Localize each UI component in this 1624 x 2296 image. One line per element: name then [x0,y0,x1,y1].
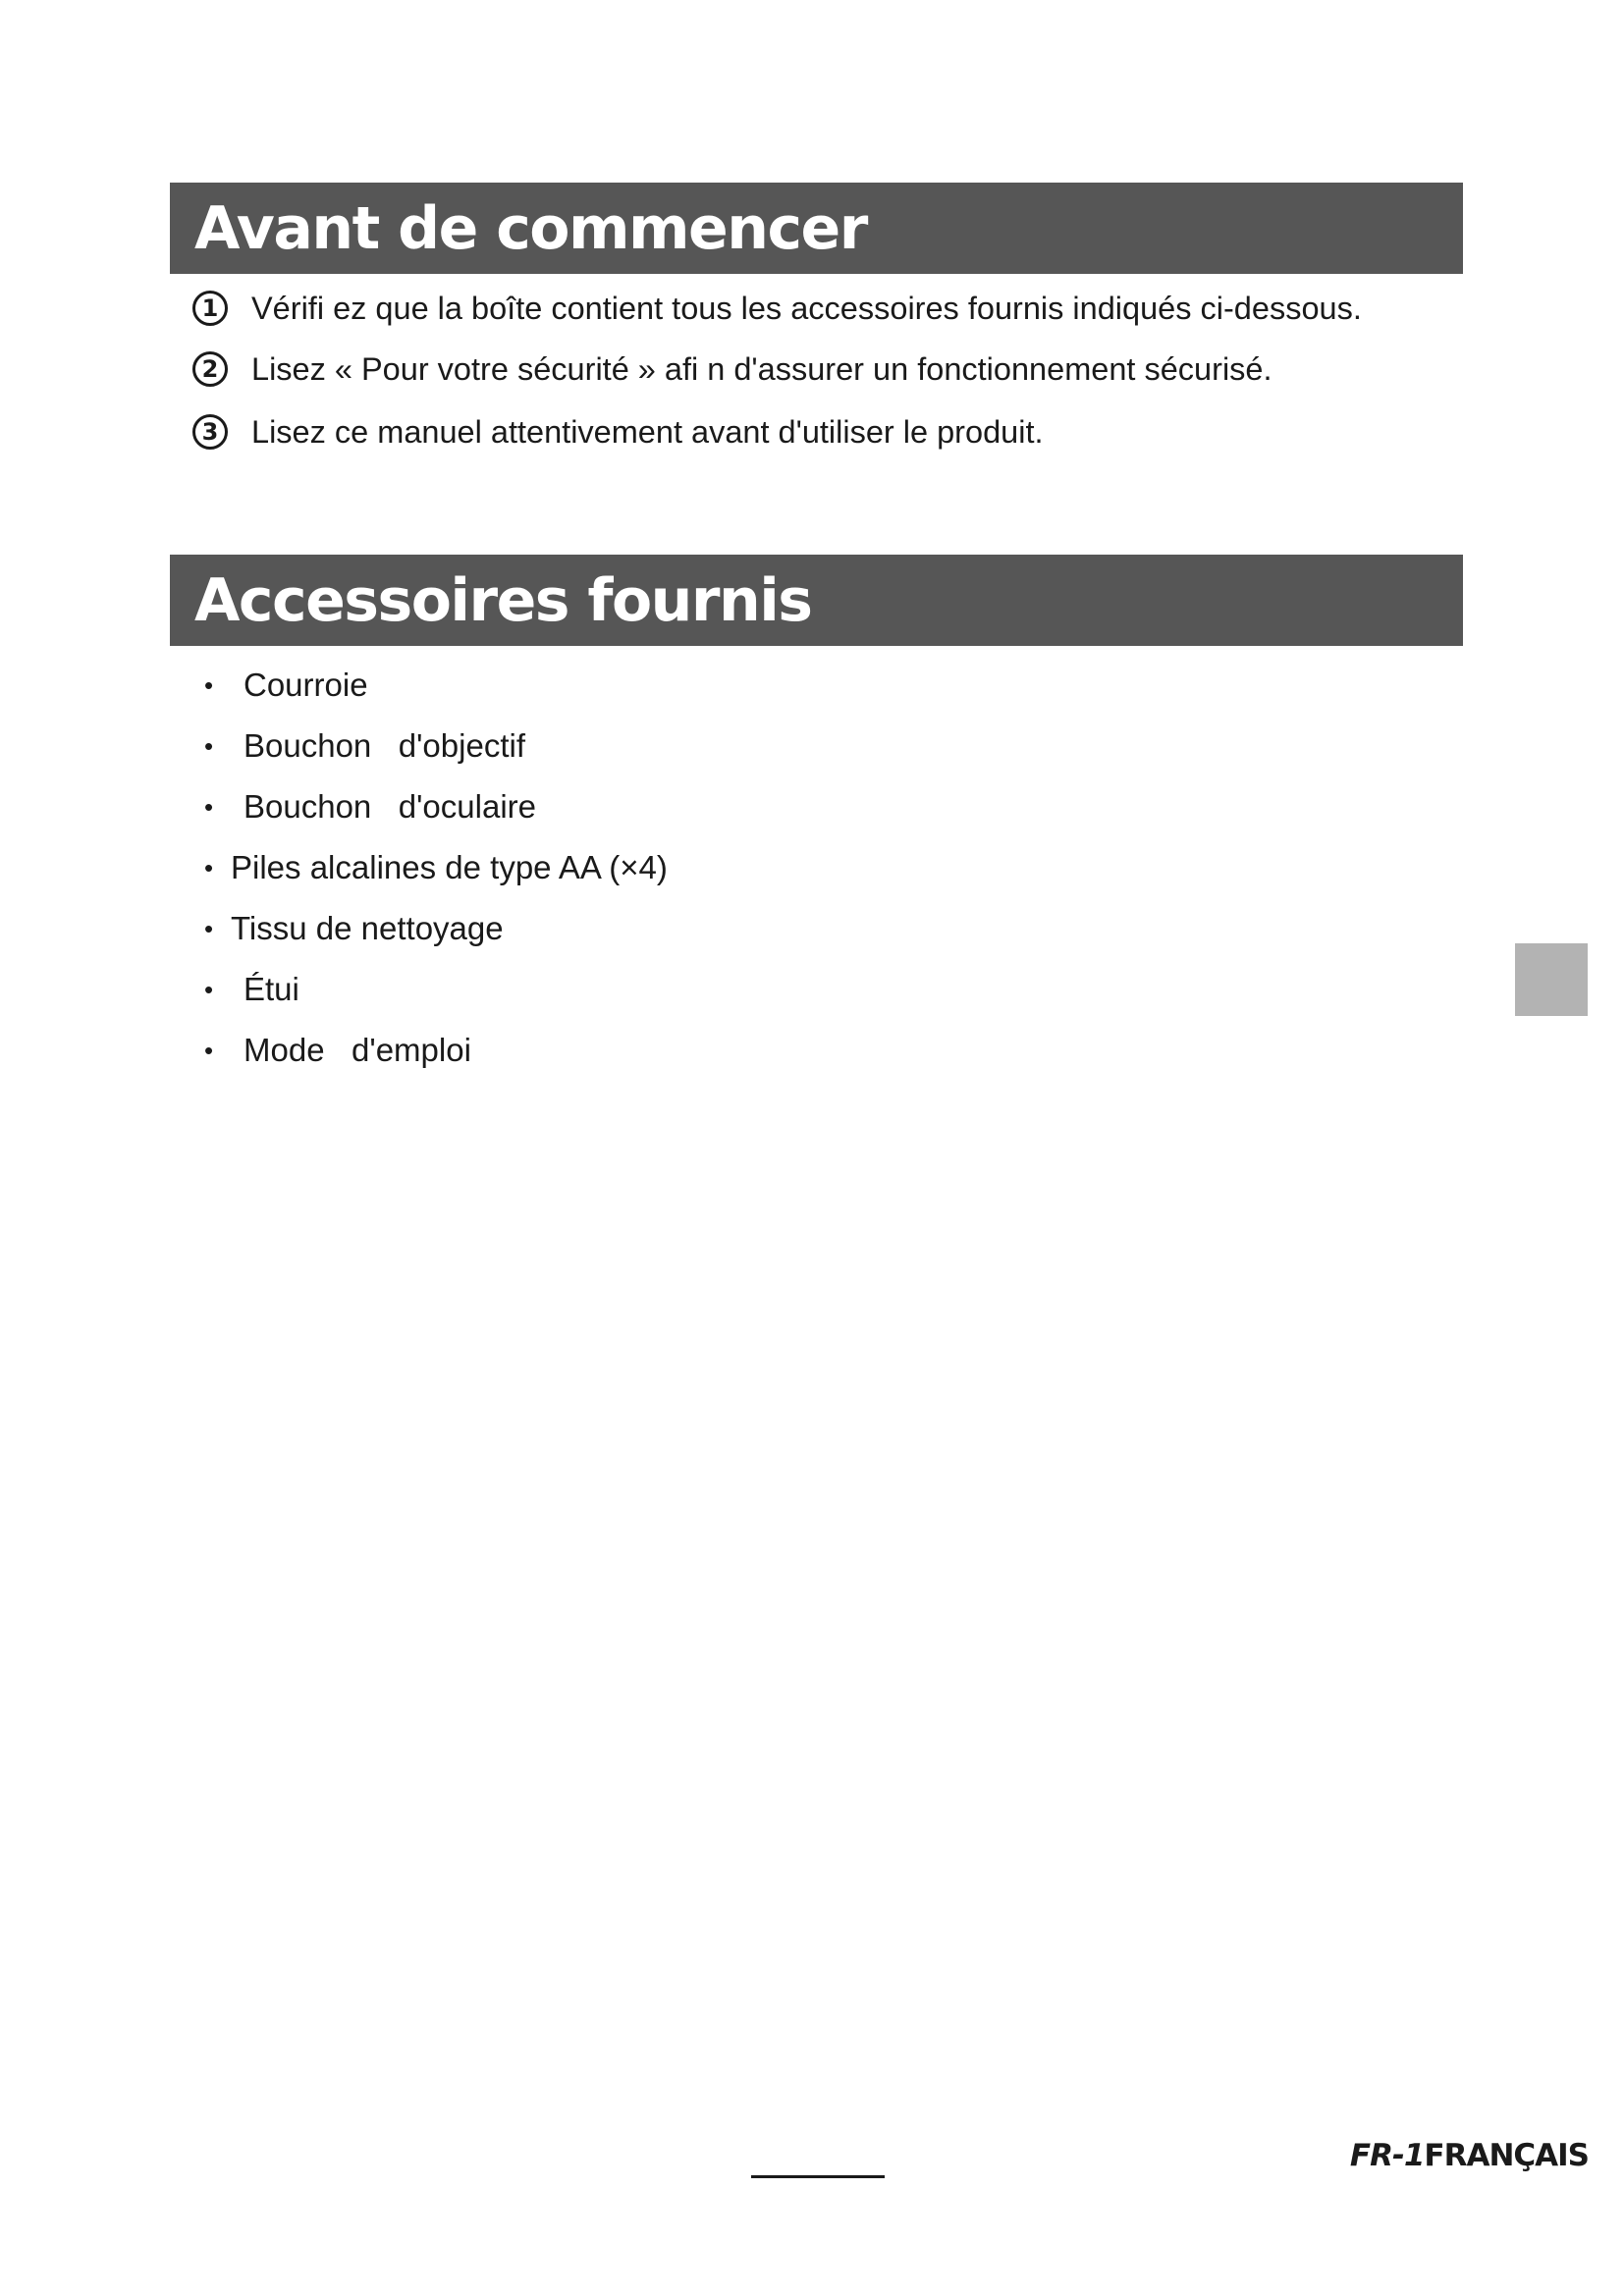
list-item [204,787,668,827]
accessory-label: Courroie [244,667,368,703]
section-title: Accessoires fournis [194,565,812,635]
accessory-label: Bouchon d'objectif [244,727,525,764]
bullet-icon: • [204,669,214,700]
section-header-supplied-accessories [170,555,1463,646]
section-title: Avant de commencer [194,193,867,263]
list-item [204,726,668,766]
bullet-icon: • [204,913,214,943]
step-item [192,291,1362,326]
list-item [204,970,668,1009]
step-text: Lisez ce manuel attentivement avant d'utiliser le produit. [251,413,1044,450]
language-label: FRANÇAIS [1424,2138,1589,2173]
step-number-circle: 3 [192,414,228,450]
list-item [204,666,668,705]
step-text: Vérifi ez que la boîte contient tous les accessoires fournis indiqués ci-dessous. [251,290,1362,326]
bullet-icon: • [204,852,214,882]
step-item [192,414,1362,450]
bullet-icon: • [204,1035,214,1065]
section-header-before-you-begin [170,183,1463,274]
bullet-icon: • [204,791,214,822]
accessory-label: Étui [244,971,299,1007]
list-item [204,1031,668,1070]
footer-divider [751,2175,885,2178]
page-number: FR-1 [1349,2138,1425,2173]
accessory-label: Mode d'emploi [244,1032,471,1068]
bullet-icon: • [204,974,214,1004]
accessories-list [204,666,668,1092]
bullet-icon: • [204,730,214,761]
accessory-label: Bouchon d'oculaire [244,788,536,825]
step-text: Lisez « Pour votre sécurité » afi n d'assurer un fonctionnement sécurisé. [251,350,1272,387]
list-item [204,909,668,948]
list-item [204,848,668,887]
language-side-tab [1515,943,1588,1016]
step-item [192,351,1362,387]
step-number-circle: 2 [192,351,228,387]
step-number-circle: 1 [192,291,228,326]
accessory-label: Piles alcalines de type AA (×4) [231,849,668,885]
steps-list [192,291,1362,475]
accessory-label: Tissu de nettoyage [231,910,504,946]
page-footer-label [1350,2138,1589,2173]
